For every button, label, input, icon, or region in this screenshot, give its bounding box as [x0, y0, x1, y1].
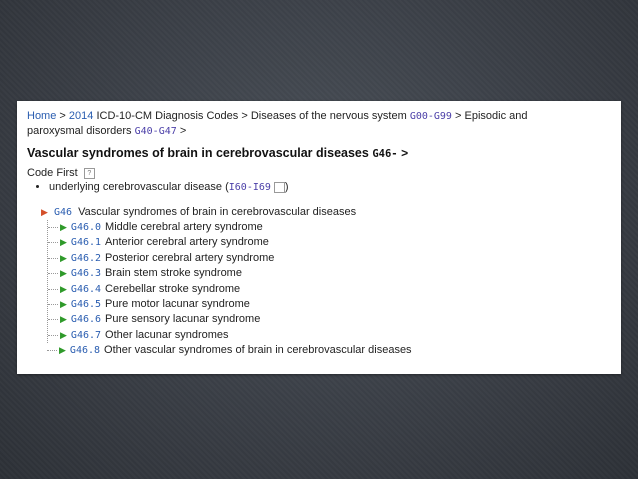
tree-child-item[interactable]	[48, 266, 611, 281]
tree-child-label: Pure motor lacunar syndrome	[105, 298, 250, 311]
help-icon[interactable]: ?	[84, 168, 95, 179]
tree-child-code[interactable]: G46.3	[70, 268, 102, 280]
tree-child-code[interactable]: G46.1	[70, 237, 102, 249]
tree-root-label: Vascular syndromes of brain in cerebrovascular diseases	[78, 206, 357, 218]
tree-child-code[interactable]: G46.4	[70, 283, 102, 295]
page-title-arrow: >	[401, 146, 409, 160]
tree-child-code[interactable]: G46.5	[70, 299, 102, 311]
breadcrumb-separator: >	[241, 110, 248, 122]
code-first-note-text: underlying cerebrovascular disease (	[49, 181, 229, 193]
tree-child-label: Other vascular syndromes of brain in cerebrovascular diseases	[104, 344, 412, 357]
breadcrumb-year[interactable]: 2014	[68, 110, 94, 122]
tree-child-label: Brain stem stroke syndrome	[105, 267, 242, 280]
tree-child-item[interactable]	[48, 282, 611, 297]
tree-child-code[interactable]: G46.7	[70, 329, 102, 341]
page-title-text: Vascular syndromes of brain in cerebrovascular diseases	[27, 146, 369, 160]
page-title-code: G46-	[372, 148, 398, 160]
code-tree	[41, 205, 611, 359]
tree-child-item[interactable]	[48, 297, 611, 312]
tree-child-code[interactable]: G46.2	[70, 252, 102, 264]
code-first-note-close: )	[284, 181, 289, 193]
tree-child-label: Middle cerebral artery syndrome	[105, 221, 263, 233]
breadcrumb	[27, 109, 567, 139]
triangle-right-green-icon: ▶	[60, 237, 67, 248]
triangle-right-green-icon: ▶	[60, 329, 67, 340]
tree-child-item[interactable]	[48, 220, 611, 235]
tree-child-code[interactable]: G46.8	[69, 345, 101, 357]
triangle-right-green-icon: ▶	[60, 268, 67, 279]
code-first-note-code[interactable]: I60-I69	[228, 182, 271, 193]
code-first-note	[49, 180, 611, 195]
tree-child-label: Pure sensory lacunar syndrome	[105, 313, 261, 326]
code-first-label: Code First	[27, 167, 78, 179]
help-icon[interactable]	[274, 182, 285, 193]
tree-last-wrap	[47, 343, 611, 358]
tree-child-code[interactable]: G46.6	[70, 314, 102, 326]
page-title	[27, 146, 611, 160]
tree-child-code[interactable]: G46.0	[70, 222, 102, 233]
triangle-right-green-icon: ▶	[60, 222, 67, 232]
breadcrumb-block-code[interactable]: G40-G47	[134, 126, 177, 137]
breadcrumb-chapter-code[interactable]: G00-G99	[409, 111, 452, 122]
breadcrumb-block-a: Episodic and	[464, 110, 528, 122]
triangle-right-green-icon: ▶	[60, 283, 67, 294]
tree-child-item[interactable]	[48, 312, 611, 327]
tree-children	[47, 220, 611, 343]
triangle-right-green-icon: ▶	[59, 345, 66, 356]
breadcrumb-separator: >	[179, 125, 187, 137]
tree-child-label: Cerebellar stroke syndrome	[105, 282, 241, 295]
breadcrumb-block-b: paroxysmal disorders	[27, 125, 132, 137]
content-panel	[17, 101, 621, 374]
triangle-right-green-icon: ▶	[60, 299, 67, 310]
tree-child-label: Other lacunar syndromes	[105, 328, 229, 341]
tree-child-item[interactable]	[48, 251, 611, 266]
triangle-right-red-icon: ▶	[41, 207, 48, 217]
breadcrumb-chapter: Diseases of the nervous system	[250, 110, 407, 122]
tree-child-item[interactable]	[48, 328, 611, 343]
breadcrumb-diagnosis: ICD-10-CM Diagnosis Codes	[96, 110, 239, 122]
code-first-section	[27, 167, 611, 195]
code-first-notes	[27, 180, 611, 195]
tree-child-item[interactable]	[48, 235, 611, 250]
tree-root-code[interactable]: G46	[53, 207, 73, 218]
breadcrumb-home[interactable]: Home	[27, 110, 57, 122]
tree-child-item[interactable]	[47, 343, 611, 358]
triangle-right-green-icon: ▶	[60, 252, 67, 263]
triangle-right-green-icon: ▶	[60, 314, 67, 325]
breadcrumb-separator: >	[59, 110, 66, 122]
tree-child-label: Anterior cerebral artery syndrome	[105, 236, 269, 249]
tree-root-item[interactable]	[41, 205, 611, 220]
tree-child-label: Posterior cerebral artery syndrome	[105, 251, 275, 264]
breadcrumb-separator: >	[455, 110, 462, 122]
